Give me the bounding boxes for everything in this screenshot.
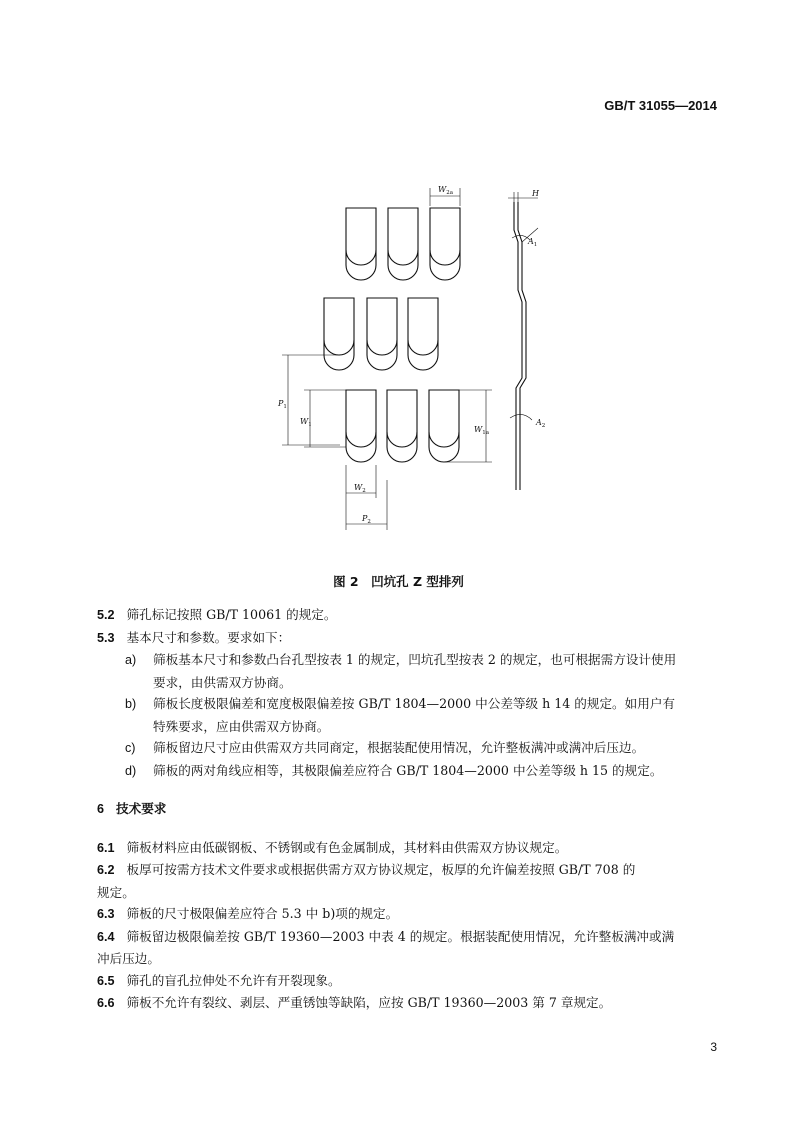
hole-row-2 [324,298,438,370]
label-h: H [532,189,539,198]
clause-5-3: 5.3 基本尺寸和参数。要求如下： [97,629,291,645]
clause-6-5: 6.5 筛孔的盲孔拉伸处不允许有开裂现象。 [97,972,341,988]
clause-6-3: 6.3 筛板的尺寸极限偏差应符合 5.3 中 b)项的规定。 [97,906,399,921]
list-item-c: c) 筛板留边尺寸应由供需双方共同商定，根据装配使用情况，允许整板满冲或满冲后压边。 [125,740,645,755]
label-w2a: $W_{2a}$ [438,185,454,196]
list-item-a: a) 筛板基本尺寸和参数凸台孔型按表 1 的规定，凹坑孔型按表 2 的规定，也可根据需方设计使用 要求，由供需双方协商。 [125,652,677,690]
list-item-d: d) 筛板的两对角线应相等，其极限偏差应符合 GB/T 1804—2000 中公差等级 h 15 的规定。 [125,762,663,778]
plate-profile-section [514,202,526,490]
label-a1: $A_1$ [528,237,538,248]
label-w1: $W_1$ [300,417,312,428]
label-a2: $A_2$ [536,418,546,429]
clause-6-6: 6.6 筛板不允许有裂纹、剥层、严重锈蚀等缺陷，应按 GB/T 19360—2003 第 7 章规定。 [97,995,612,1010]
hole-row-3 [346,390,459,462]
figure-caption: 图 2 凹坑孔 Z 型排列 [333,574,464,589]
label-w2: $W_2$ [354,483,366,494]
clause-6-1: 6.1 筛板材料应由低碳钢板、不锈钢或有色金属制成，其材料由供需双方协议规定。 [97,839,568,855]
figure-2-diagram [260,180,560,530]
clause-5-2: 5.2 筛孔标记按照 GB/T 10061 的规定。 [97,607,337,622]
standard-number-header: GB/T 31055—2014 [604,98,717,113]
clause-6-4: 6.4 筛板留边极限偏差按 GB/T 19360—2003 中表 4 的规定。根据装配使用情况，允许整板满冲或满 冲后压边。 [97,928,675,966]
list-item-b: b) 筛板长度极限偏差和宽度极限偏差按 GB/T 1804—2000 中公差等级 h 14 的规定。如用户有 特殊要求，应由供需双方协商。 [125,696,676,734]
section-6-heading: 6 技术要求 [97,801,167,816]
label-w1a: $W_{1a}$ [474,425,490,436]
label-p1: $P_1$ [278,399,287,410]
page-number: 3 [710,1040,717,1054]
hole-row-1 [346,208,460,280]
dimple-hole-z-arrangement-drawing [260,180,560,530]
clause-6-2: 6.2 板厚可按需方技术文件要求或根据供需方双方协议规定，板厚的允许偏差按照 GB/T 708 的 规定。 [97,862,636,900]
document-body [97,604,719,1015]
label-p2: $P_2$ [362,514,371,525]
